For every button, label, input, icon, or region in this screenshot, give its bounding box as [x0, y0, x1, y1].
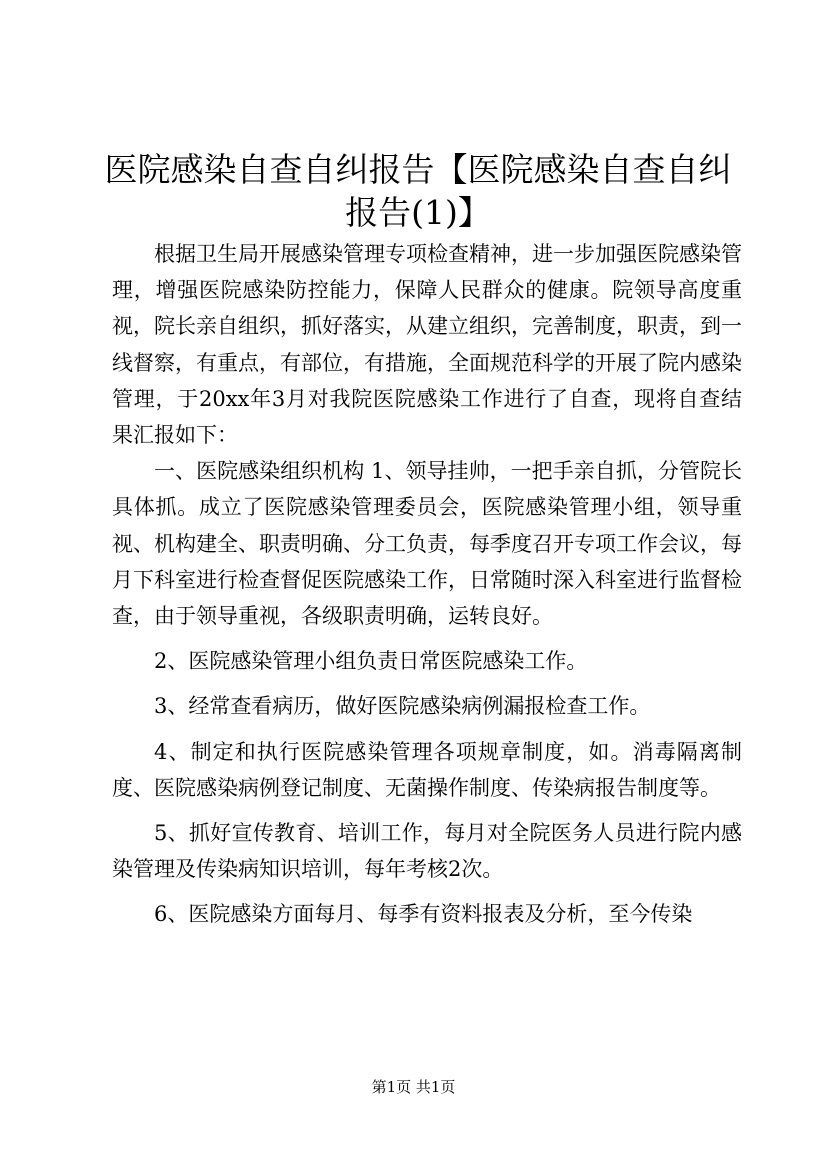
paragraph-item-4: 4、制定和执行医院感染管理各项规章制度，如。消毒隔离制度、医院感染病例登记制度、无菌操作制度、传染病报告制度等。 [112, 739, 742, 800]
document-body [112, 236, 742, 933]
paragraph-item-6: 6、医院感染方面每月、每季有资料报表及分析，至今传染 [154, 902, 693, 927]
paragraph-item-5: 5、抓好宣传教育、培训工作，每月对全院医务人员进行院内感染管理及传染病知识培训，每年考核2次。 [112, 821, 742, 882]
paragraph-section-1: 一、医院感染组织机构 1、领导挂帅，一把手亲自抓，分管院长具体抓。成立了医院感染管理委员会，医院感染管理小组，领导重视、机构建全、职责明确、分工负责，每季度召开专项工作会议，每月下科室进行检查督促医院感染工作，日常随时深入科室进行监督检查，由于领导重视，各级职责明确，运转良好。 [112, 459, 742, 629]
document-title: 医院感染自查自纠报告【医院感染自查自纠报告(1)】 [104, 150, 732, 232]
paragraph-intro: 根据卫生局开展感染管理专项检查精神，进一步加强医院感染管理，增强医院感染防控能力，保障人民群众的健康。院领导高度重视，院长亲自组织，抓好落实，从建立组织，完善制度，职责，到一线督察，有重点，有部位，有措施，全面规范科学的开展了院内感染管理，于20xx年3月对我院医院感染工作进行了自查，现将自查结果汇报如下： [112, 242, 742, 448]
paragraph-item-2: 2、医院感染管理小组负责日常医院感染工作。 [154, 649, 588, 674]
paragraph-item-3: 3、经常查看病历，做好医院感染病例漏报检查工作。 [154, 694, 651, 719]
page-footer: 第1页 共1页 [371, 1078, 456, 1096]
